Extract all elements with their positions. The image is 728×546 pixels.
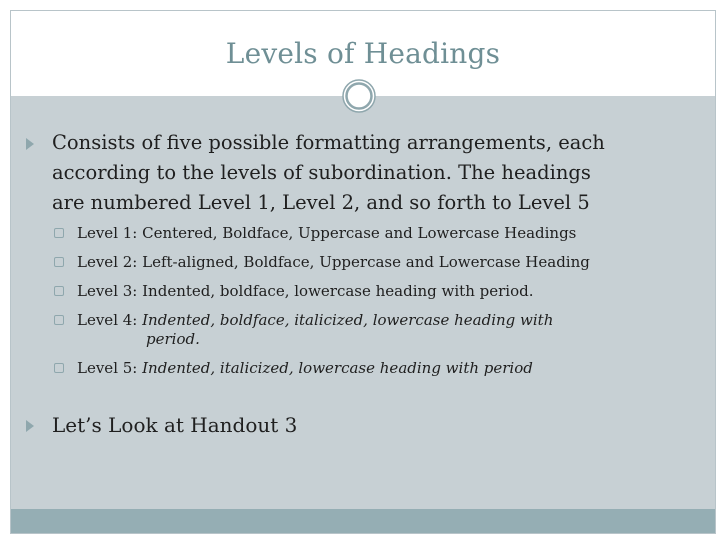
sub-bullet-item [22,359,702,378]
sub-bullet-label: Level 2: [77,253,138,271]
sub-bullet-text: Left-aligned, Boldface, Uppercase and Lowercase Heading [137,253,590,271]
sub-bullet-text: Centered, Boldface, Uppercase and Lowercase Headings [137,224,577,242]
sub-bullet-item [22,282,702,301]
bullet-list [22,128,702,440]
square-bullet-icon [54,257,64,267]
sub-bullet-item [22,253,702,272]
sub-bullet-label: Level 4: [77,311,138,329]
square-bullet-icon [54,363,64,373]
footer-band [11,509,715,533]
square-bullet-icon [54,315,64,325]
bullet-line: Consists of five possible formatting arrangements, each [52,131,605,154]
bullet-arrow-icon [26,420,34,432]
sub-bullet-continuation: period. [146,330,200,348]
sub-bullet-list [22,224,702,378]
bullet-item [22,410,702,440]
sub-bullet-text: Indented, boldface, italicized, lowercase heading with [137,311,554,329]
sub-bullet-item [22,311,702,349]
bullet-item [22,128,702,218]
square-bullet-icon [54,286,64,296]
sub-bullet-label: Level 3: [77,282,138,300]
sub-bullet-text: Indented, italicized, lowercase heading with period [137,359,533,377]
sub-bullet-text: Indented, boldface, lowercase heading with period. [137,282,534,300]
bullet-line: according to the levels of subordination. The headings [52,161,591,184]
circle-ornament-icon [342,79,376,113]
square-bullet-icon [54,228,64,238]
sub-bullet-item [22,224,702,243]
sub-bullet-label: Level 1: [77,224,138,242]
bullet-text: Let’s Look at Handout 3 [52,413,298,437]
slide-title: Levels of Headings [225,37,501,70]
sub-bullet-label: Level 5: [77,359,138,377]
bullet-arrow-icon [26,138,34,150]
bullet-line: are numbered Level 1, Level 2, and so forth to Level 5 [52,191,590,214]
